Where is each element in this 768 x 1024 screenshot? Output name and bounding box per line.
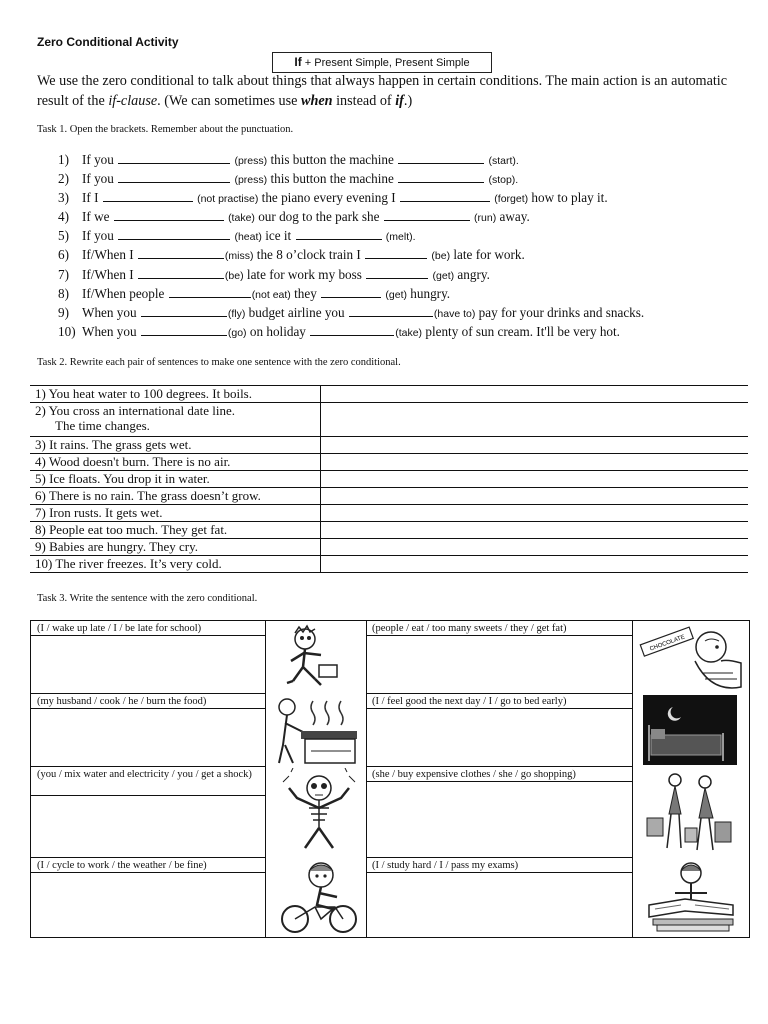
sentence-cell: 7) Iron rusts. It gets wet. [30,505,321,522]
answer-blank[interactable] [141,324,227,336]
answer-blank[interactable] [118,171,230,183]
answer-blank[interactable] [321,286,381,298]
answer-blank[interactable] [310,324,394,336]
answer-area[interactable] [31,796,265,857]
task1-heading: Task 1. Open the brackets. Remember about the punctuation. [37,124,294,135]
list-item: 7) If/When I (be) late for work my boss (get) angry. [58,266,490,282]
shopping-picture [643,768,737,856]
answer-area[interactable] [31,709,265,766]
sentence-cell: 8) People eat too much. They get fat. [30,522,321,539]
sentence-cell: 1) You heat water to 100 degrees. It boils. [30,386,321,403]
prompt-text: (I / study hard / I / pass my exams) [372,860,519,871]
answer-cell[interactable] [321,454,749,471]
table-row [30,539,748,556]
answer-area[interactable] [366,782,632,857]
student-books-picture [645,859,737,935]
list-item: 2) If you (press) this button the machine (stop). [58,171,519,187]
answer-blank[interactable] [349,305,433,317]
answer-cell[interactable] [321,437,749,454]
task2-table [30,385,748,573]
table-row [30,471,748,488]
sentence-cell: 9) Babies are hungry. They cry. [30,539,321,556]
prompt-text: (I / wake up late / I / be late for school) [37,623,202,634]
answer-area[interactable] [366,636,632,693]
cyclist-picture [277,859,361,935]
answer-cell[interactable] [321,522,749,539]
sentence-cell: 5) Ice floats. You drop it in water. [30,471,321,488]
answer-cell[interactable] [321,403,749,437]
list-item: 9) When you (fly) budget airline you (have to) pay for your drinks and snacks. [58,304,645,320]
table-row [30,454,748,471]
table-row [30,437,748,454]
sentence-cell: 4) Wood doesn't burn. There is no air. [30,454,321,471]
list-item: 8) If/When people (not eat) they (get) hungry. [58,285,451,301]
answer-cell[interactable] [321,488,749,505]
answer-blank[interactable] [384,209,470,221]
table-row [30,505,748,522]
formula-if: If [294,55,302,69]
list-item: 10) When you (go) on holiday (take) plenty of sun cream. It'll be very hot. [58,323,620,339]
eating-sweets-picture [633,621,747,691]
answer-blank[interactable] [118,228,230,240]
bed-night-picture [643,695,737,765]
list-item: 3) If I (not practise) the piano every evening I (forget) how to play it. [58,190,608,206]
answer-blank[interactable] [400,190,490,202]
table-row [30,403,748,437]
sentence-cell: 10) The river freezes. It’s very cold. [30,556,321,573]
formula-box [272,52,492,73]
sentence-cell: 6) There is no rain. The grass doesn’t grow. [30,488,321,505]
answer-cell[interactable] [321,471,749,488]
intro-paragraph: We use the zero conditional to talk about things that always happen in certain conditions. The main action is an automatic result of the if-clause. (We can sometimes use when instead of if.) [37,73,728,109]
answer-area[interactable] [31,636,265,693]
table-row [30,488,748,505]
prompt-text: (I / feel good the next day / I / go to bed early) [372,696,567,707]
sentence-cell: 2) You cross an international date line. The time changes. [30,403,321,437]
list-item: 6) If/When I (miss) the 8 o’clock train I (be) late for work. [58,247,525,263]
answer-blank[interactable] [366,267,428,279]
answer-area[interactable] [366,873,632,937]
list-item: 4) If we (take) our dog to the park she (run) away. [58,209,530,225]
answer-blank[interactable] [103,190,193,202]
prompt-text: (I / cycle to work / the weather / be fine) [37,860,207,871]
table-row [30,522,748,539]
answer-cell[interactable] [321,386,749,403]
burning-food-picture [271,695,363,765]
answer-blank[interactable] [169,286,251,298]
answer-blank[interactable] [398,152,484,164]
answer-blank[interactable] [141,305,227,317]
answer-blank[interactable] [114,209,224,221]
electric-shock-picture [279,768,359,856]
answer-area[interactable] [366,709,632,766]
table-row [30,556,748,573]
chocolate-label: CHOCOLATE [649,634,686,653]
prompt-text: (my husband / cook / he / burn the food) [37,696,207,707]
answer-blank[interactable] [138,247,224,259]
task1-list [58,150,644,341]
answer-blank[interactable] [296,228,382,240]
answer-cell[interactable] [321,505,749,522]
answer-blank[interactable] [118,152,230,164]
answer-blank[interactable] [398,171,484,183]
table-row [30,386,748,403]
task3-heading: Task 3. Write the sentence with the zero conditional. [37,593,258,604]
formula-rest: + Present Simple, Present Simple [301,57,470,69]
answer-area[interactable] [31,873,265,937]
late-boy-picture [275,623,359,691]
page-title: Zero Conditional Activity [37,35,179,49]
list-item: 5) If you (heat) ice it (melt). [58,228,416,244]
list-item: 1) If you (press) this button the machine (start). [58,152,519,167]
prompt-text: (she / buy expensive clothes / she / go shopping) [372,769,576,780]
answer-cell[interactable] [321,556,749,573]
task3-grid [30,620,750,938]
prompt-text: (people / eat / too many sweets / they / get fat) [372,623,567,634]
answer-blank[interactable] [365,247,427,259]
task2-heading: Task 2. Rewrite each pair of sentences to make one sentence with the zero conditional. [37,357,401,368]
answer-cell[interactable] [321,539,749,556]
answer-blank[interactable] [138,267,224,279]
sentence-cell: 3) It rains. The grass gets wet. [30,437,321,454]
prompt-text: (you / mix water and electricity / you / get a shock) [37,769,252,780]
